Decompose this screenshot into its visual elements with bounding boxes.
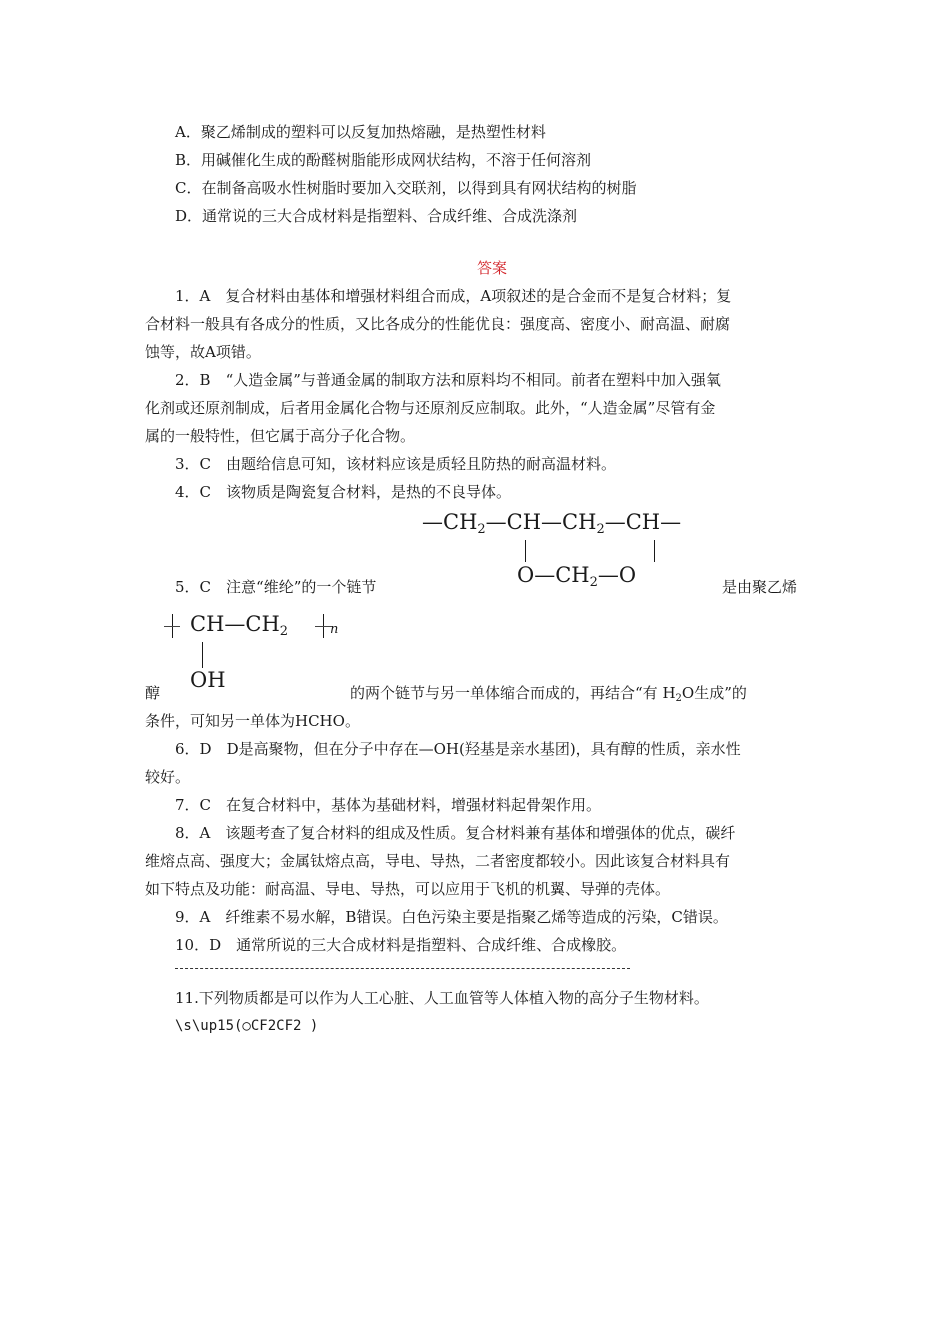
answer-5-line-2-right: 的两个链节与另一单体缩合而成的，再结合“有 $H_2O$生成”的 [350,684,747,704]
option-c: C．在制备高吸水性树脂时要加入交联剂，以得到具有网状结构的树脂 [175,179,637,197]
answer-5-line-3: 条件，可知另一单体为HCHO。 [145,712,360,730]
answer-10: 10．D 通常所说的三大合成材料是指塑料、合成纤维、合成橡胶。 [175,936,627,954]
answer-1-line-1: 1．A 复合材料由基体和增强材料组合而成，A项叙述的是合金而不是复合材料；复 [175,287,732,305]
answer-5-line-1-left: 5．C 注意“维纶”的一个链节 [175,578,377,596]
answer-8-line-3: 如下特点及功能：耐高温、导电、导热，可以应用于飞机的机翼、导弹的壳体。 [145,880,671,898]
answer-2-line-3: 属的一般特性，但它属于高分子化合物。 [145,427,416,445]
answer-5-line-2-left: 醇 [145,684,161,702]
answer-5-line-1-right: 是由聚乙烯 [722,578,798,596]
answer-1-line-2: 合材料一般具有各成分的性质，又比各成分的性能优良：强度高、密度小、耐高温、耐腐 [145,315,731,333]
answer-8-line-2: 维熔点高、强度大；金属钛熔点高，导电、导热，二者密度都较小。因此该复合材料具有 [145,852,731,870]
answer-3: 3．C 由题给信息可知，该材料应该是质轻且防热的耐高温材料。 [175,455,617,473]
answer-7: 7．C 在复合材料中，基体为基础材料，增强材料起骨架作用。 [175,796,602,814]
option-d: D．通常说的三大合成材料是指塑料、合成纤维、合成洗涤剂 [175,207,578,225]
answer-title: 答案 [477,259,508,277]
answer-1-line-3: 蚀等，故A项错。 [145,343,261,361]
answer-2-line-1: 2．B “人造金属”与普通金属的制取方法和原料均不相同。前者在塑料中加入强氧 [175,371,721,389]
option-a: A．聚乙烯制成的塑料可以反复加热熔融，是热塑性材料 [175,123,546,141]
answer-4: 4．C 该物质是陶瓷复合材料，是热的不良导体。 [175,483,512,501]
answer-9: 9．A 纤维素不易水解，B错误。白色污染主要是指聚乙烯等造成的污染，C错误。 [175,908,728,926]
option-b: B．用碱催化生成的酚醛树脂能形成网状结构，不溶于任何溶剂 [175,151,592,169]
answer-2-line-2: 化剂或还原剂制成，后者用金属化合物与还原剂反应制取。此外，“人造金属”尽管有金 [145,399,716,417]
answer-6-line-1: 6．D D是高聚物，但在分子中存在—OH(羟基是亲水基团)，具有醇的性质，亲水性 [175,740,741,758]
question-11: 11.下列物质都是可以作为人工心脏、人工血管等人体植入物的高分子生物材料。 [175,989,709,1007]
field-code-text: \s\up15(○CF2CF2 ) [175,1018,319,1034]
divider [175,968,630,969]
answer-6-line-2: 较好。 [145,768,191,786]
answer-8-line-1: 8．A 该题考查了复合材料的组成及性质。复合材料兼有基体和增强体的优点，碳纤 [175,824,736,842]
